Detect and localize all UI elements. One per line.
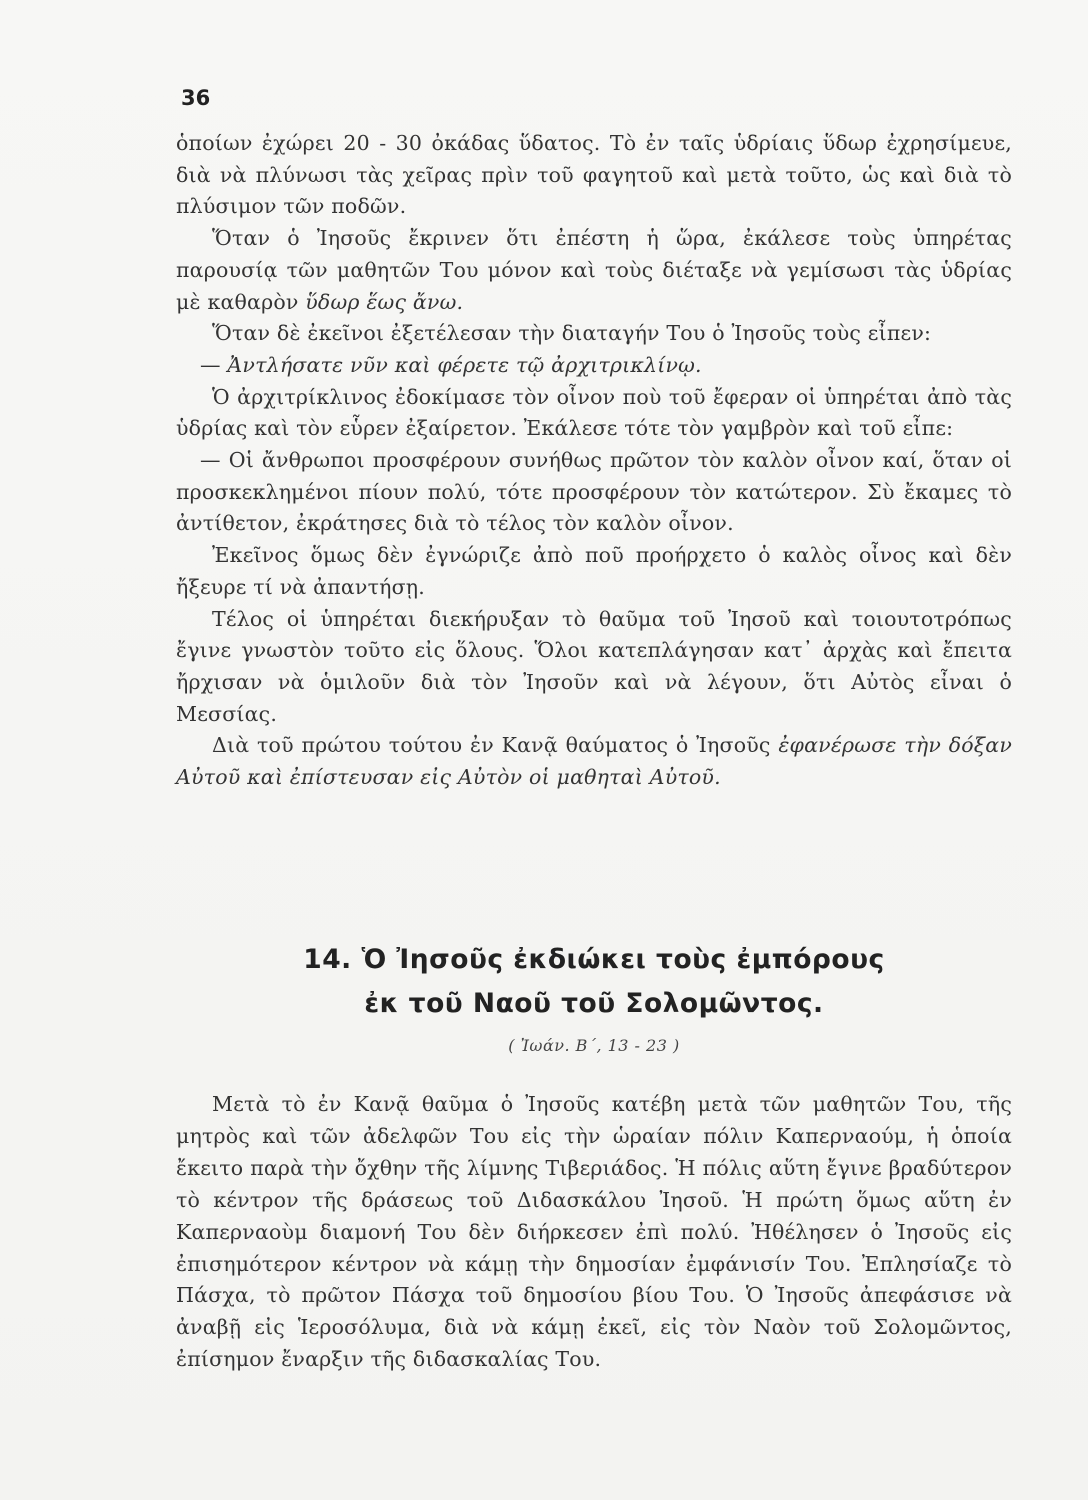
- heading-line-1: 14. Ὁ Ἰησοῦς ἐκδιώκει τοὺς ἐμπόρους: [303, 944, 885, 975]
- text-segment: Ὅταν ὁ Ἰησοῦς ἔκρινεν ὅτι ἐπέστη ἡ ὥρα, ἐκάλεσε τοὺς ὑπηρέτας παρουσίᾳ τῶν μαθητῶν Του μόνον καὶ τοὺς διέταξε νὰ γεμίσωσι τὰς ὑδρίας μὲ καθαρὸν: [176, 226, 1012, 314]
- section-heading: [176, 938, 1012, 1026]
- paragraph-3: [176, 318, 1012, 350]
- text-segment: Μετὰ τὸ ἐν Κανᾷ θαῦμα ὁ Ἰησοῦς κατέβη μετὰ τῶν μαθητῶν Του, τῆς μητρὸς καὶ τῶν ἀδελφῶν Του εἰς τὴν ὡραίαν πόλιν Καπερναούμ, ἡ ὁποία ἔκειτο παρὰ τὴν ὄχθην τῆς λίμνης Τιβεριάδος. Ἡ πόλις αὕτη ἔγινε βραδύτερον τὸ κέντρον τῆς δράσεως τοῦ Διδασκάλου Ἰησοῦ. Ἡ πρώτη ὅμως αὕτη ἐν Καπερναοὺμ διαμονή Του δὲν διήρκεσεν ἐπὶ πολύ. Ἠθέλησεν ὁ Ἰησοῦς εἰς ἐπισημότερον κέντρον νὰ κάμῃ τὴν δημοσίαν ἐμφάνισίν Του. Ἐπλησίαζε τὸ Πάσχα, τὸ πρῶτον Πάσχα τοῦ δημοσίου βίου Του. Ὁ Ἰησοῦς ἀπεφάσισε νὰ ἀναβῇ εἰς Ἱεροσόλυμα, διὰ νὰ κάμῃ ἐκεῖ, εἰς τὸν Ναὸν τοῦ Σολομῶντος, ἐπίσημον ἔναρξιν τῆς διδασκαλίας Του.: [176, 1092, 1012, 1372]
- text-segment: Διὰ τοῦ πρώτου τούτου ἐν Κανᾷ θαύματος ὁ Ἰησοῦς: [212, 733, 779, 758]
- dash: —: [200, 352, 228, 377]
- previous-section-text: [176, 128, 1012, 794]
- paragraph-7: [176, 730, 1012, 793]
- heading-line-2: ἐκ τοῦ Ναοῦ τοῦ Σολομῶντος.: [364, 988, 824, 1019]
- section-body-text: [176, 1089, 1012, 1376]
- paragraph-5: [176, 540, 1012, 603]
- dialogue-1: [176, 350, 1012, 382]
- paragraph-8: [176, 1089, 1012, 1376]
- paragraph-6: [176, 604, 1012, 731]
- italic-segment: Ἀντλήσατε νῦν καὶ φέρετε τῷ ἀρχιτρικλίνῳ.: [227, 352, 702, 377]
- text-segment: Ὅταν δὲ ἐκεῖνοι ἐξετέλεσαν τὴν διαταγήν Του ὁ Ἰησοῦς τοὺς εἶπεν:: [212, 321, 932, 346]
- dialogue-2: [176, 445, 1012, 540]
- page-number: 36: [181, 86, 211, 110]
- text-segment: ὁποίων ἐχώρει 20 - 30 ὀκάδας ὕδατος. Τὸ ἐν ταῖς ὑδρίαις ὕδωρ ἐχρησίμευε, διὰ νὰ πλύνωσι τὰς χεῖρας πρὶν τοῦ φαγητοῦ καὶ μετὰ τοῦτο, ὡς καὶ διὰ τὸ πλύσιμον τῶν ποδῶν.: [176, 131, 1012, 219]
- text-segment: Ἐκεῖνος ὅμως δὲν ἐγνώριζε ἀπὸ ποῦ προήρχετο ὁ καλὸς οἶνος καὶ δὲν ἤξευρε τί νὰ ἀπαντήσῃ.: [176, 543, 1012, 599]
- text-segment: Τέλος οἱ ὑπηρέται διεκήρυξαν τὸ θαῦμα τοῦ Ἰησοῦ καὶ τοιουτοτρόπως ἔγινε γνωστὸν τοῦτο εἰς ὅλους. Ὅλοι κατεπλάγησαν κατ᾿ ἀρχὰς καὶ ἔπειτα ἤρχισαν νὰ ὁμιλοῦν διὰ τὸν Ἰησοῦν καὶ νὰ λέγουν, ὅτι Αὐτὸς εἶναι ὁ Μεσσίας.: [176, 606, 1012, 726]
- scripture-reference: ( Ἰωάν. Β΄, 13 - 23 ): [508, 1036, 680, 1055]
- paragraph-1: [176, 128, 1012, 223]
- paragraph-4: [176, 382, 1012, 445]
- text-segment: — Οἱ ἄνθρωποι προσφέρουν συνήθως πρῶτον τὸν καλὸν οἶνον καί, ὅταν οἱ προσκεκλημένοι πίουν πολύ, τότε προσφέρουν τὸν κατώτερον. Σὺ ἔκαμες τὸ ἀντίθετον, ἐκράτησες διὰ τὸ τέλος τὸν καλὸν οἶνον.: [176, 448, 1012, 536]
- paragraph-2: [176, 223, 1012, 318]
- italic-segment: ἐφανέρωσε τὴν δόξαν Αὐτοῦ καὶ ἐπίστευσαν εἰς Αὐτὸν οἱ μαθηταὶ Αὐτοῦ.: [176, 733, 1013, 790]
- italic-segment: ὕδωρ ἕως ἄνω.: [305, 289, 464, 314]
- text-segment: Ὁ ἀρχιτρίκλινος ἐδοκίμασε τὸν οἶνον ποὺ τοῦ ἔφεραν οἱ ὑπηρέται ἀπὸ τὰς ὑδρίας καὶ τὸν εὗρεν ἐξαίρετον. Ἐκάλεσε τότε τὸν γαμβρὸν καὶ τοῦ εἶπε:: [176, 384, 1012, 441]
